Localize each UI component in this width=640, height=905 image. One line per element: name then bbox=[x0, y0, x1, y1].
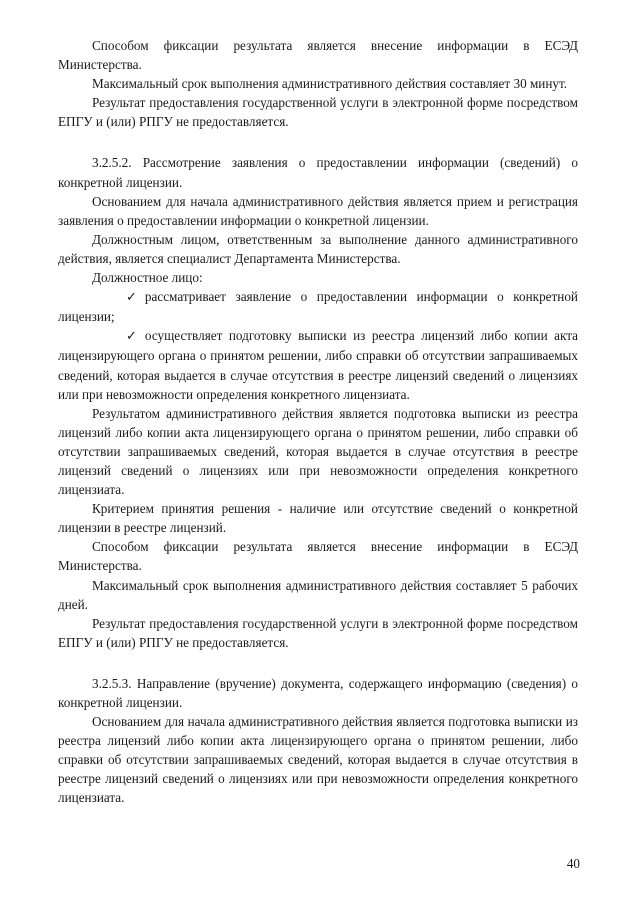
page-number: 40 bbox=[566, 856, 580, 871]
paragraph: Результатом административного действия является подготовка выписки из реестра лицензий либо копии акта лицензирующего органа о принятом решении, либо справки об отсутствии запрашиваемых сведений, которая выдается в случае отсутствия в реестре лицензий сведений о лицензиях или при невозможности определения конкретного лицензиата. bbox=[58, 405, 578, 498]
paragraph: Способом фиксации результата является внесение информации в ЕСЭД Министерства. bbox=[58, 38, 578, 73]
section-heading-3-2-5-3: 3.2.5.3. Направление (вручение) документа, содержащего информацию (сведения) о конкретной лицензии. bbox=[58, 675, 578, 710]
paragraph: Должностным лицом, ответственным за выполнение данного административного действия, является специалист Департамента Министерства. bbox=[58, 231, 578, 266]
paragraph: Способом фиксации результата является внесение информации в ЕСЭД Министерства. bbox=[58, 539, 578, 574]
paragraph: Основанием для начала административного действия является прием и регистрация заявления о предоставлении информации о конкретной лицензии. bbox=[58, 193, 578, 228]
checkmark-icon: ✓ bbox=[126, 329, 137, 345]
checkmark-icon: ✓ bbox=[126, 290, 137, 306]
checklist-item-text: осуществляет подготовку выписки из реестра лицензий либо копии акта лицензирующего органа о принятом решении, либо справки об отсутствии запрашиваемых сведений, которая выдается в случае отсутствия в реестре лицензий сведений о лицензиях или при невозможности определения конкретного лицензиата. bbox=[58, 328, 578, 402]
paragraph: Основанием для начала административного действия является подготовка выписки из реестра лицензий либо копии акта лицензирующего органа о принятом решении, либо справки об отсутствии запрашиваемых сведений, которая выдается в случае отсутствия в реестре лицензий сведений о лицензиях или при невозможности определения конкретного лицензиата. bbox=[58, 714, 578, 806]
paragraph: Максимальный срок выполнения административного действия составляет 30 минут. bbox=[92, 76, 568, 92]
checklist-item bbox=[58, 287, 578, 326]
paragraph: Критерием принятия решения - наличие или отсутствие сведений о конкретной лицензии в реестре лицензий. bbox=[58, 501, 578, 536]
paragraph: Результат предоставления государственной услуги в электронной форме посредством ЕПГУ и (или) РПГУ не предоставляется. bbox=[58, 95, 578, 130]
checklist-item-text: рассматривает заявление о предоставлении информации о конкретной лицензии; bbox=[58, 289, 578, 325]
paragraph: Максимальный срок выполнения административного действия составляет 5 рабочих дней. bbox=[58, 577, 578, 612]
paragraph: Результат предоставления государственной услуги в электронной форме посредством ЕПГУ и (или) РПГУ не предоставляется. bbox=[58, 615, 578, 650]
checklist-item bbox=[58, 326, 578, 403]
document-body bbox=[58, 36, 578, 808]
paragraph: Должностное лицо: bbox=[92, 270, 203, 286]
section-heading-3-2-5-2: 3.2.5.2. Рассмотрение заявления о предоставлении информации (сведений) о конкретной лицензии. bbox=[58, 155, 578, 190]
